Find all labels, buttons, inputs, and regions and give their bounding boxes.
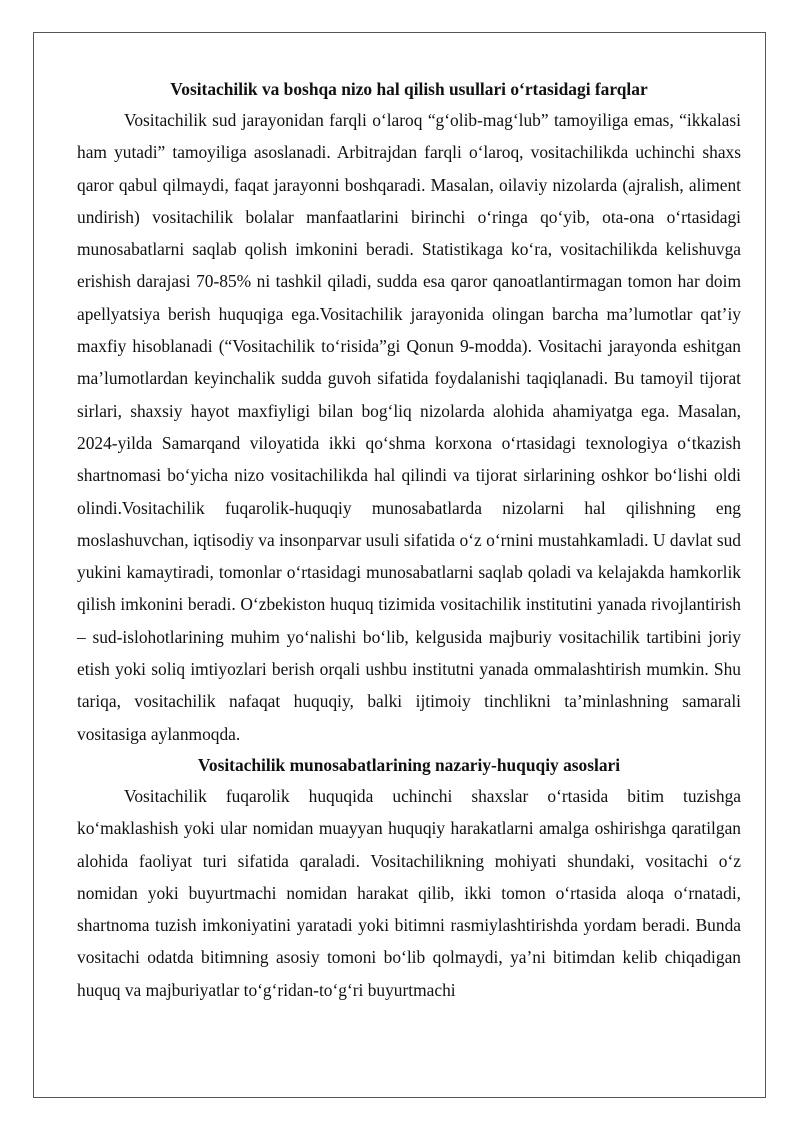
section-paragraph-theoretical-basis: Vositachilik fuqarolik huquqida uchinchi shaxslar o‘rtasida bitim tuzishga ko‘maklashish yoki ular nomidan muayyan huquqiy harakatlarni amalga oshirishga qaratilgan alohida faoliyat turi sifatida qaraladi. Vositachilikning mohiyati shundaki, vositachi o‘z nomidan yoki buyurtmachi nomidan harakat qilib, ikki tomon o‘rtasida aloqa o‘rnatadi, shartnoma tuzish imkoniyatini yaratadi yoki bitimni rasmiylashtirishda yordam beradi. Bunda vositachi odatda bitimning asosiy tomoni bo‘lib qolmaydi, ya’ni bitimdan kelib chiqadigan huquq va majburiyatlar to‘g‘ridan-to‘g‘ri buyurtmachi [77, 785, 741, 1000]
section-heading-differences: Vositachilik va boshqa nizo hal qilish usullari o‘rtasidagi farqlar [170, 79, 648, 99]
section-heading-theoretical-basis: Vositachilik munosabatlarining nazariy-huquqiy asoslari [197, 754, 621, 775]
section-paragraph-differences: Vositachilik sud jarayonidan farqli o‘laroq “g‘olib-mag‘lub” tamoyiliga emas, “ikkalasi ham yutadi” tamoyiliga asoslanadi. Arbitrajdan farqli o‘laroq, vositachilikda uchinchi shaxs qaror qabul qilmaydi, faqat jarayonni boshqaradi. Masalan, oilaviy nizolarda (ajralish, aliment undirish) vositachilik bolalar manfaatlarini birinchi o‘ringa qo‘yib, ota-ona o‘rtasidagi munosabatlarni saqlab qolish imkonini beradi. Statistikaga ko‘ra, vositachilikda kelishuvga erishish darajasi 70-85% ni tashkil qiladi, sudda esa qaror qanoatlantirmagan tomon har doim apellyatsiya berish huquqiga ega.Vositachilik jarayonida olingan barcha ma’lumotlar qat’iy maxfiy hisoblanadi (“Vositachilik to‘risida”gi Qonun 9-modda). Vositachi jarayonda eshitgan ma’lumotlardan keyinchalik sudda guvoh sifatida foydalanishi taqiqlanadi. Bu tamoyil tijorat sirlari, shaxsiy hayot maxfiyligi bilan bog‘liq nizolarda alohida ahamiyatga ega. Masalan, 2024-yilda Samarqand viloyatida ikki qo‘shma korxona o‘rtasidagi texnologiya o‘tkazish shartnomasi bo‘yicha nizo vositachilikda hal qilindi va tijorat sirlarining oshkor bo‘lishi oldi olindi.Vositachilik fuqarolik-huquqiy munosabatlarda nizolarni hal qilishning eng moslashuvchan, iqtisodiy va insonparvar usuli sifatida o‘z o‘rnini mustahkamladi. U davlat sud yukini kamaytiradi, tomonlar o‘rtasidagi munosabatlarni saqlab qoladi va kelajakda hamkorlik qilish imkonini beradi. O‘zbekiston huquq tizimida vositachilik institutini yanada rivojlantirish – sud-islohotlarining muhim yo‘nalishi bo‘lib, kelgusida majburiy vositachilik tartibini joriy etish yoki soliq imtiyozlari berish orqali ushbu institutni yanada ommalashtirish mumkin. Shu tariqa, vositachilik nafaqat huquqiy, balki ijtimoiy tinchlikni ta’minlashning samarali vositasiga aylanmoqda. [77, 110, 741, 744]
document-body [77, 74, 741, 1006]
